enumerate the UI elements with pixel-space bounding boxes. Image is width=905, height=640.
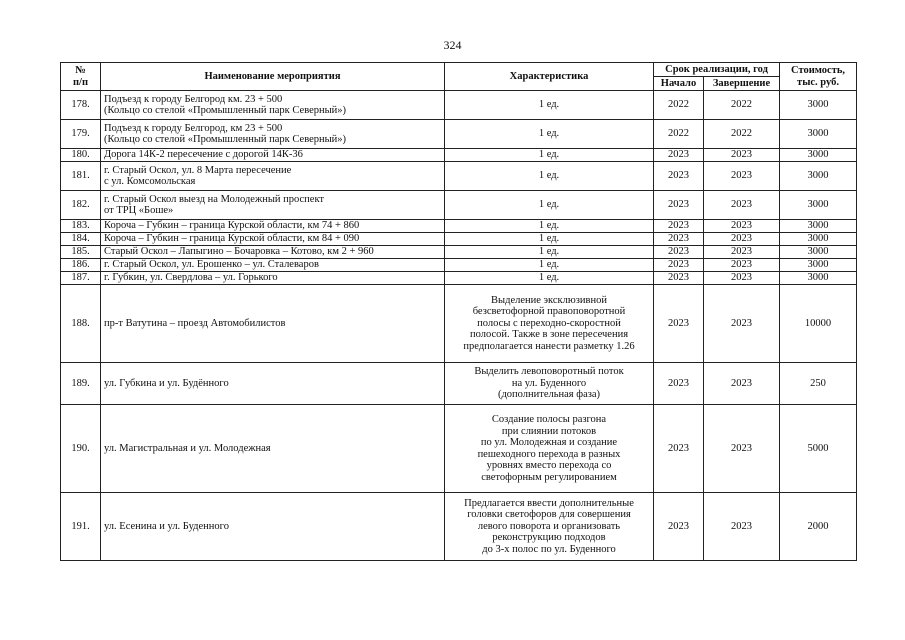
row-cost: 3000 xyxy=(780,272,857,285)
row-start-year: 2023 xyxy=(654,285,704,363)
row-cost: 250 xyxy=(780,363,857,405)
row-cost: 3000 xyxy=(780,259,857,272)
row-characteristic: 1 ед. xyxy=(445,233,654,246)
row-characteristic: Предлагается ввести дополнительные головки светофоров для совершения левого поворота и организовать реконструкцию подходов до 3-х полос по ул. Буденного xyxy=(445,493,654,561)
table-row xyxy=(61,493,857,561)
row-characteristic: 1 ед. xyxy=(445,246,654,259)
row-number: 178. xyxy=(61,91,101,120)
row-end-year: 2023 xyxy=(704,363,780,405)
row-cost: 2000 xyxy=(780,493,857,561)
row-characteristic: Создание полосы разгона при слиянии потоков по ул. Молодежная и создание пешеходного перехода в разных уровнях вместо перехода со светофорным регулированием xyxy=(445,405,654,493)
row-number: 181. xyxy=(61,162,101,191)
row-characteristic: 1 ед. xyxy=(445,220,654,233)
table-row xyxy=(61,162,857,191)
row-number: 189. xyxy=(61,363,101,405)
row-name: пр-т Ватутина – проезд Автомобилистов xyxy=(101,285,445,363)
row-name: г. Старый Оскол выезд на Молодежный проспект от ТРЦ «Боше» xyxy=(101,191,445,220)
row-number: 191. xyxy=(61,493,101,561)
row-name: ул. Губкина и ул. Будённого xyxy=(101,363,445,405)
table-row xyxy=(61,220,857,233)
header-cost-text: Стоимость, тыс. руб. xyxy=(791,65,846,88)
row-end-year: 2023 xyxy=(704,405,780,493)
row-cost: 3000 xyxy=(780,233,857,246)
row-characteristic: Выделить левоповоротный поток на ул. Буденного (дополнительная фаза) xyxy=(445,363,654,405)
row-number: 180. xyxy=(61,149,101,162)
row-characteristic: 1 ед. xyxy=(445,91,654,120)
row-characteristic: 1 ед. xyxy=(445,191,654,220)
table-body xyxy=(61,91,857,561)
row-start-year: 2023 xyxy=(654,363,704,405)
row-end-year: 2023 xyxy=(704,493,780,561)
header-name: Наименование мероприятия xyxy=(101,63,445,91)
row-number: 190. xyxy=(61,405,101,493)
row-number: 184. xyxy=(61,233,101,246)
row-start-year: 2023 xyxy=(654,405,704,493)
row-cost: 3000 xyxy=(780,220,857,233)
row-cost: 3000 xyxy=(780,149,857,162)
row-start-year: 2023 xyxy=(654,259,704,272)
header-num-text: № п/п xyxy=(72,65,89,88)
row-start-year: 2023 xyxy=(654,493,704,561)
table-row xyxy=(61,191,857,220)
row-name: Короча – Губкин – граница Курской области, км 84 + 090 xyxy=(101,233,445,246)
row-number: 188. xyxy=(61,285,101,363)
row-number: 187. xyxy=(61,272,101,285)
table-row xyxy=(61,149,857,162)
header-start: Начало xyxy=(654,77,704,91)
table-row xyxy=(61,120,857,149)
row-end-year: 2023 xyxy=(704,246,780,259)
row-number: 179. xyxy=(61,120,101,149)
row-number: 186. xyxy=(61,259,101,272)
row-characteristic: Выделение эксклюзивной безсветофорной правоповоротной полосы с переходно-скоростной полосой. Также в зоне пересечения предполагается нанести разметку 1.26 xyxy=(445,285,654,363)
row-start-year: 2023 xyxy=(654,149,704,162)
row-start-year: 2023 xyxy=(654,191,704,220)
row-number: 185. xyxy=(61,246,101,259)
header-period: Срок реализации, год xyxy=(654,63,780,77)
row-start-year: 2022 xyxy=(654,91,704,120)
row-start-year: 2023 xyxy=(654,162,704,191)
table-row xyxy=(61,405,857,493)
row-end-year: 2022 xyxy=(704,120,780,149)
row-name: г. Губкин, ул. Свердлова – ул. Горького xyxy=(101,272,445,285)
row-characteristic: 1 ед. xyxy=(445,272,654,285)
row-name: Подъезд к городу Белгород км. 23 + 500 (Кольцо со стелой «Промышленный парк Северный») xyxy=(101,91,445,120)
row-name: ул. Магистральная и ул. Молодежная xyxy=(101,405,445,493)
row-name: г. Старый Оскол, ул. 8 Марта пересечение с ул. Комсомольская xyxy=(101,162,445,191)
row-name: Старый Оскол – Лапыгино – Бочаровка – Котово, км 2 + 960 xyxy=(101,246,445,259)
table-row xyxy=(61,233,857,246)
row-cost: 3000 xyxy=(780,246,857,259)
row-cost: 10000 xyxy=(780,285,857,363)
row-end-year: 2023 xyxy=(704,191,780,220)
table-row xyxy=(61,363,857,405)
row-end-year: 2023 xyxy=(704,259,780,272)
table-row xyxy=(61,91,857,120)
row-start-year: 2023 xyxy=(654,272,704,285)
row-characteristic: 1 ед. xyxy=(445,120,654,149)
row-characteristic: 1 ед. xyxy=(445,259,654,272)
row-cost: 3000 xyxy=(780,191,857,220)
page-number: 324 xyxy=(443,38,462,52)
table-row xyxy=(61,246,857,259)
row-end-year: 2023 xyxy=(704,233,780,246)
row-characteristic: 1 ед. xyxy=(445,149,654,162)
header-characteristic: Характеристика xyxy=(445,63,654,91)
row-start-year: 2022 xyxy=(654,120,704,149)
row-name: Короча – Губкин – граница Курской области, км 74 + 860 xyxy=(101,220,445,233)
row-end-year: 2023 xyxy=(704,220,780,233)
row-start-year: 2023 xyxy=(654,220,704,233)
row-start-year: 2023 xyxy=(654,233,704,246)
row-name: Дорога 14К-2 пересечение с дорогой 14К-36 xyxy=(101,149,445,162)
table-row xyxy=(61,285,857,363)
row-end-year: 2023 xyxy=(704,285,780,363)
row-end-year: 2023 xyxy=(704,149,780,162)
header-cost xyxy=(780,63,857,91)
row-end-year: 2022 xyxy=(704,91,780,120)
row-characteristic: 1 ед. xyxy=(445,162,654,191)
header-num xyxy=(61,63,101,91)
row-number: 182. xyxy=(61,191,101,220)
table-header-row xyxy=(61,63,857,77)
table-row xyxy=(61,259,857,272)
row-name: Подъезд к городу Белгород, км 23 + 500 (Кольцо со стелой «Промышленный парк Северный») xyxy=(101,120,445,149)
row-cost: 5000 xyxy=(780,405,857,493)
row-number: 183. xyxy=(61,220,101,233)
header-end: Завершение xyxy=(704,77,780,91)
row-end-year: 2023 xyxy=(704,272,780,285)
row-cost: 3000 xyxy=(780,120,857,149)
row-name: ул. Есенина и ул. Буденного xyxy=(101,493,445,561)
row-start-year: 2023 xyxy=(654,246,704,259)
table-row xyxy=(61,272,857,285)
row-cost: 3000 xyxy=(780,91,857,120)
measures-table xyxy=(60,62,857,561)
row-cost: 3000 xyxy=(780,162,857,191)
row-name: г. Старый Оскол, ул. Ерошенко – ул. Сталеваров xyxy=(101,259,445,272)
row-end-year: 2023 xyxy=(704,162,780,191)
